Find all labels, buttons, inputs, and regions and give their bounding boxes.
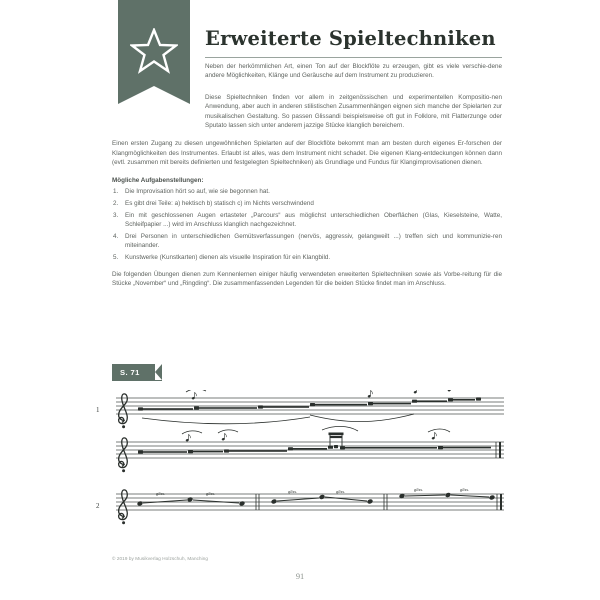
closing-paragraph: Die folgenden Übungen dienen zum Kennenlernen einiger häufig verwendeten erweiterten Spieltechniken sowie als Vorbe-reitung für die Stücke „November“ und „Ringding“. Die zusammenfassenden Legenden für die beiden Stücke findet man im Anschluss. (112, 270, 502, 288)
gliss-label: gliss. (460, 487, 470, 492)
gliss-label: gliss. (414, 487, 424, 492)
page-title: Erweiterte Spieltechniken (205, 27, 496, 50)
staff-systems (96, 390, 506, 540)
staff-1b (116, 426, 504, 472)
gliss-label: gliss. (288, 489, 298, 494)
page-number: 91 (295, 572, 305, 581)
list-item: Es gibt drei Teile: a) hektisch b) statisch c) im Nichts verschwindend (125, 199, 314, 207)
list-item: Ein mit geschlossenen Augen ertasteter „Parcours“ aus möglichst unterschiedlichen Oberflächen (Glas, Kieselsteine, Watte, Schleifpapier ...) wird im Anschluss klanglich nachgezeichnet. (125, 211, 502, 229)
task-list-title: Mögliche Aufgabenstellungen: (112, 176, 204, 184)
gliss-label: gliss. (336, 489, 346, 494)
context-paragraph: Diese Spieltechniken finden vor allem in zeitgenössischen und experimentellen Kompositio-nen Anwendung, aber auch in anderen stilistischen Zusammenhängen eignen sich manche der Spielarten zur musikalischen Gestaltung. So passen Glissandi beispielsweise oft gut in Folklore, mit Flatterzunge oder Sputato lassen sich unter anderem jazzige Stücke klanglich bereichern. (205, 93, 502, 130)
task-list (112, 187, 502, 263)
heading-divider (205, 57, 502, 58)
system-number-1: 1 (96, 406, 100, 414)
music-notation-area (96, 390, 506, 540)
article-body (112, 62, 502, 298)
list-item: Drei Personen in unterschiedlichen Gemütsverfassungen (nervös, aggressiv, gelangweilt ...) treffen sich und kommunizie-ren miteinander. (125, 233, 502, 250)
system-number-2: 2 (96, 502, 100, 510)
list-item: Kunstwerke (Kunstkarten) dienen als visuelle Inspiration für ein Klangbild. (125, 254, 331, 262)
staff-2 (116, 487, 504, 524)
intro-paragraph: Neben der herkömmlichen Art, einen Ton auf der Blockflöte zu erzeugen, gibt es viele verschie-dene andere Möglichkeiten, Klänge und Geräusche auf dem Instrument zu produzieren. (205, 63, 502, 80)
page-reference-label: S. 71 (120, 368, 140, 377)
list-item: Die Improvisation hört so auf, wie sie begonnen hat. (125, 187, 270, 195)
page-reference-tag (112, 364, 162, 381)
staff-1a (116, 390, 504, 428)
gliss-label: gliss. (156, 491, 166, 496)
copyright-notice: © 2019 by Musikverlag Holzschuh, Manching (112, 556, 209, 561)
approach-paragraph: Einen ersten Zugang zu diesen ungewöhnlichen Spielarten auf der Blockflöte bekommt man am besten durch eigenes Er-forschen der Klangmöglichkeiten des Instrumentes. Erlaubt ist alles, was dem Instrument nicht schadet. Die eigenen Klang-entdeckungen können dann (evtl. zusammen mit bereits definierten und festgelegten Spieltechniken) als Grundlage und Fundus für Klangimprovisationen dienen. (112, 140, 502, 167)
gliss-label: gliss. (206, 491, 216, 496)
